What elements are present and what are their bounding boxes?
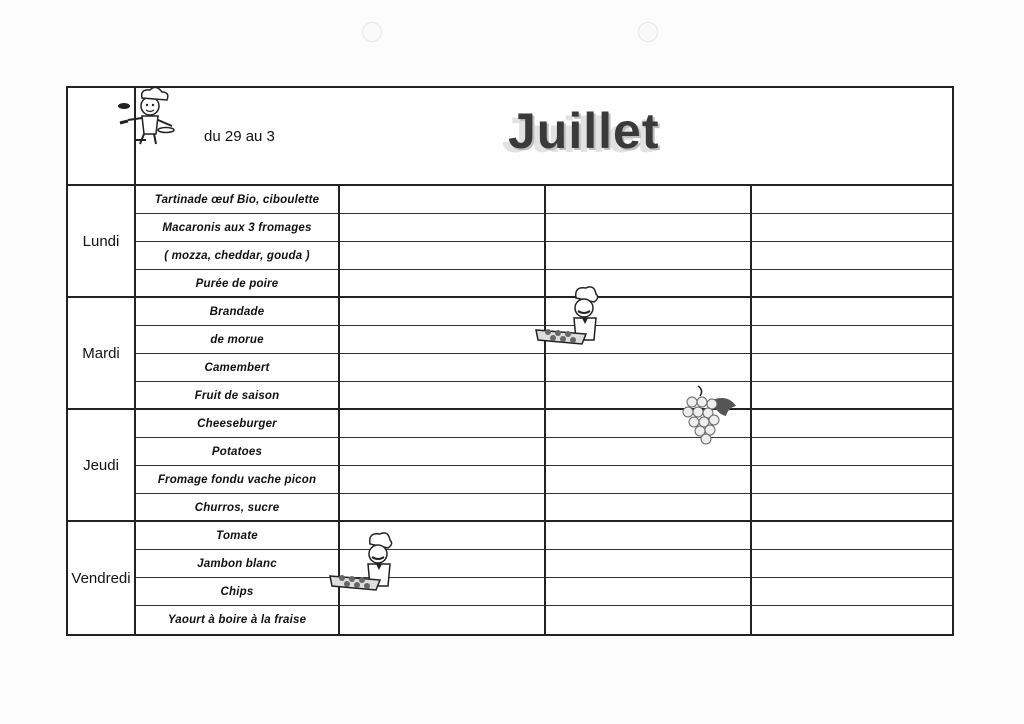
- empty-cell: [752, 578, 952, 606]
- menu-grid: [68, 186, 952, 634]
- empty-cell: [546, 214, 752, 242]
- dish-cell: Fruit de saison: [136, 382, 340, 410]
- dish-cell: Purée de poire: [136, 270, 340, 298]
- empty-cell: [752, 242, 952, 270]
- empty-cell: [752, 494, 952, 522]
- empty-cell: [546, 354, 752, 382]
- day-label: Jeudi: [68, 410, 136, 520]
- empty-cell: [340, 186, 546, 214]
- empty-cell: [752, 606, 952, 634]
- date-range: du 29 au 3: [204, 128, 275, 145]
- chef-juggling-icon: [116, 88, 178, 146]
- dish-cell: Macaronis aux 3 fromages: [136, 214, 340, 242]
- empty-cell: [340, 606, 546, 634]
- empty-cell: [546, 522, 752, 550]
- empty-cell: [340, 494, 546, 522]
- month-title: Juillet: [508, 103, 660, 159]
- day-block: [68, 522, 952, 634]
- header-row: [68, 88, 952, 186]
- empty-cell: [546, 242, 752, 270]
- empty-cell: [752, 326, 952, 354]
- empty-cell: [340, 382, 546, 410]
- dish-cell: ( mozza, cheddar, gouda ): [136, 242, 340, 270]
- empty-cell: [752, 438, 952, 466]
- empty-cell: [546, 186, 752, 214]
- dish-cell: Cheeseburger: [136, 410, 340, 438]
- grapes-icon: [678, 384, 740, 448]
- dish-cell: Tomate: [136, 522, 340, 550]
- empty-cell: [752, 214, 952, 242]
- dish-cell: Tartinade œuf Bio, ciboulette: [136, 186, 340, 214]
- day-block: [68, 186, 952, 298]
- empty-cell: [340, 410, 546, 438]
- empty-cell: [752, 550, 952, 578]
- empty-cell: [340, 326, 546, 354]
- dish-cell: Jambon blanc: [136, 550, 340, 578]
- empty-cell: [340, 270, 546, 298]
- empty-cell: [752, 382, 952, 410]
- empty-cell: [546, 466, 752, 494]
- empty-cell: [340, 466, 546, 494]
- chef-serving-tray-icon: [534, 284, 606, 354]
- empty-cell: [340, 214, 546, 242]
- chef-serving-tray-icon: [328, 530, 400, 600]
- day-block: [68, 410, 952, 522]
- dish-cell: Camembert: [136, 354, 340, 382]
- dish-cell: de morue: [136, 326, 340, 354]
- empty-cell: [752, 270, 952, 298]
- punch-hole-right: [638, 22, 658, 42]
- dish-cell: Yaourt à boire à la fraise: [136, 606, 340, 634]
- empty-cell: [340, 298, 546, 326]
- empty-cell: [752, 186, 952, 214]
- empty-cell: [340, 354, 546, 382]
- empty-cell: [546, 606, 752, 634]
- empty-cell: [752, 522, 952, 550]
- dish-cell: Potatoes: [136, 438, 340, 466]
- dish-cell: Fromage fondu vache picon: [136, 466, 340, 494]
- empty-cell: [546, 550, 752, 578]
- empty-cell: [752, 354, 952, 382]
- day-label: Lundi: [68, 186, 136, 296]
- empty-cell: [546, 578, 752, 606]
- empty-cell: [546, 494, 752, 522]
- day-label: Vendredi: [68, 522, 136, 634]
- day-block: [68, 298, 952, 410]
- empty-cell: [752, 298, 952, 326]
- punch-hole-left: [362, 22, 382, 42]
- dish-cell: Churros, sucre: [136, 494, 340, 522]
- empty-cell: [752, 466, 952, 494]
- empty-cell: [752, 410, 952, 438]
- dish-cell: Brandade: [136, 298, 340, 326]
- empty-cell: [340, 242, 546, 270]
- empty-cell: [340, 438, 546, 466]
- dish-cell: Chips: [136, 578, 340, 606]
- day-label: Mardi: [68, 298, 136, 408]
- menu-table: [66, 86, 954, 636]
